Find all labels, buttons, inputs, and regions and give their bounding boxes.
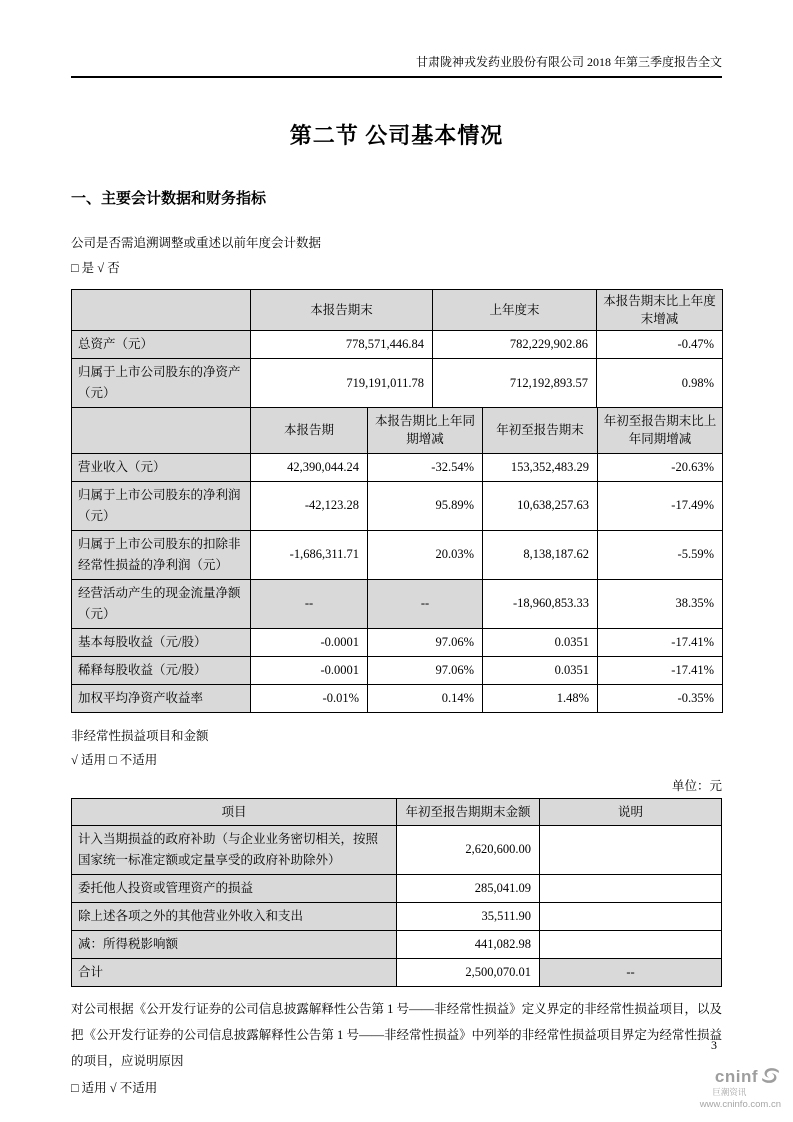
cell-value: 38.35% bbox=[598, 579, 723, 628]
cell-value: -5.59% bbox=[598, 530, 723, 579]
cell-note bbox=[540, 825, 722, 874]
row-label: 除上述各项之外的其他营业外收入和支出 bbox=[72, 902, 397, 930]
section-title: 第二节 公司基本情况 bbox=[289, 123, 504, 148]
cell-value: -17.41% bbox=[598, 656, 723, 684]
table-row bbox=[72, 684, 723, 712]
table-row bbox=[72, 331, 723, 359]
cell-value: 20.03% bbox=[368, 530, 483, 579]
table-row bbox=[72, 579, 723, 628]
row-label: 归属于上市公司股东的净资产（元） bbox=[72, 359, 251, 408]
table-row bbox=[72, 874, 722, 902]
row-label: 计入当期损益的政府补助（与企业业务密切相关，按照国家统一标准定额或定量享受的政府补助除外） bbox=[72, 825, 397, 874]
col-header-empty bbox=[72, 407, 251, 453]
row-label: 归属于上市公司股东的扣除非经常性损益的净利润（元） bbox=[72, 530, 251, 579]
cell-value: 97.06% bbox=[368, 628, 483, 656]
financial-indicators-table-period bbox=[71, 407, 723, 713]
cell-amount: 2,500,070.01 bbox=[397, 958, 540, 986]
col-header-ytd: 年初至报告期末 bbox=[483, 407, 598, 453]
table-header-row bbox=[72, 407, 723, 453]
col-header-period-end: 本报告期末 bbox=[251, 290, 433, 331]
cell-value: 42,390,044.24 bbox=[251, 453, 368, 481]
col-header-ytd-yoy-change: 年初至报告期末比上年同期增减 bbox=[598, 407, 723, 453]
row-label: 经营活动产生的现金流量净额（元） bbox=[72, 579, 251, 628]
table-row bbox=[72, 902, 722, 930]
row-label: 委托他人投资或管理资产的损益 bbox=[72, 874, 397, 902]
cell-value: 0.0351 bbox=[483, 628, 598, 656]
cell-value: 782,229,902.86 bbox=[433, 331, 597, 359]
cell-value-na: -- bbox=[251, 579, 368, 628]
restatement-note: 公司是否需追溯调整或重述以前年度会计数据 bbox=[71, 236, 322, 250]
cell-value: 8,138,187.62 bbox=[483, 530, 598, 579]
col-header-explanation: 说明 bbox=[540, 798, 722, 825]
cninfo-url: www.cninfo.com.cn bbox=[699, 1098, 781, 1110]
row-label: 加权平均净资产收益率 bbox=[72, 684, 251, 712]
explanation-paragraph: 对公司根据《公开发行证券的公司信息披露解释性公告第 1 号——非经常性损益》定义界定的非经常性损益项目，以及把《公开发行证券的公司信息披露解释性公告第 1 号——非经常性损益》中列举的非经常性损益项目界定为经常性损益的项目，应说明原因 bbox=[71, 1001, 722, 1068]
unit-label: 单位：元 bbox=[671, 778, 722, 793]
restatement-checkbox: □ 是 √ 否 bbox=[71, 261, 120, 275]
table-row bbox=[72, 453, 723, 481]
cell-value: -18,960,853.33 bbox=[483, 579, 598, 628]
col-header-prior-year-end: 上年度末 bbox=[433, 290, 597, 331]
table-row bbox=[72, 825, 722, 874]
cell-value: 153,352,483.29 bbox=[483, 453, 598, 481]
cell-value: 97.06% bbox=[368, 656, 483, 684]
cell-value: 778,571,446.84 bbox=[251, 331, 433, 359]
non-recurring-items-table bbox=[71, 798, 722, 987]
page-header bbox=[71, 0, 722, 78]
col-header-empty bbox=[72, 290, 251, 331]
col-header-current-period: 本报告期 bbox=[251, 407, 368, 453]
cell-value: -0.0001 bbox=[251, 628, 368, 656]
table-row bbox=[72, 359, 723, 408]
cell-amount: 441,082.98 bbox=[397, 930, 540, 958]
table-row-total bbox=[72, 958, 722, 986]
cell-value: 719,191,011.78 bbox=[251, 359, 433, 408]
cell-amount: 285,041.09 bbox=[397, 874, 540, 902]
row-label-total: 合计 bbox=[72, 958, 397, 986]
cell-value: -42,123.28 bbox=[251, 481, 368, 530]
cninfo-wordmark: cninf bbox=[714, 1067, 758, 1087]
cell-value: -32.54% bbox=[368, 453, 483, 481]
row-label: 营业收入（元） bbox=[72, 453, 251, 481]
row-label: 减：所得税影响额 bbox=[72, 930, 397, 958]
cell-value: 0.98% bbox=[597, 359, 723, 408]
cell-value: -20.63% bbox=[598, 453, 723, 481]
cell-value: -0.35% bbox=[598, 684, 723, 712]
cell-value: -0.01% bbox=[251, 684, 368, 712]
financial-indicators-table-period-end bbox=[71, 289, 723, 408]
row-label: 归属于上市公司股东的净利润（元） bbox=[72, 481, 251, 530]
table-row bbox=[72, 481, 723, 530]
cninfo-name-cn: 巨潮资讯 bbox=[712, 1087, 747, 1098]
cell-value-na: -- bbox=[368, 579, 483, 628]
cell-note bbox=[540, 930, 722, 958]
table-header-row bbox=[72, 290, 723, 331]
cell-value: -17.41% bbox=[598, 628, 723, 656]
cell-note bbox=[540, 874, 722, 902]
cell-value: -0.0001 bbox=[251, 656, 368, 684]
cell-value: 1.48% bbox=[483, 684, 598, 712]
cell-note-na: -- bbox=[540, 958, 722, 986]
non-recurring-note: 非经常性损益项目和金额 bbox=[71, 728, 209, 743]
cell-note bbox=[540, 902, 722, 930]
non-recurring-checkbox: √ 适用 □ 不适用 bbox=[71, 752, 158, 767]
row-label: 稀释每股收益（元/股） bbox=[72, 656, 251, 684]
cell-amount: 2,620,600.00 bbox=[397, 825, 540, 874]
cell-value: 712,192,893.57 bbox=[433, 359, 597, 408]
cell-value: -1,686,311.71 bbox=[251, 530, 368, 579]
cell-value: 0.0351 bbox=[483, 656, 598, 684]
table-header-row bbox=[72, 798, 722, 825]
cell-value: -0.47% bbox=[597, 331, 723, 359]
page-number: 3 bbox=[711, 1038, 717, 1052]
report-title-header: 甘肃陇神戎发药业股份有限公司 2018 年第三季度报告全文 bbox=[415, 55, 722, 69]
section-heading: 一、主要会计数据和财务指标 bbox=[71, 191, 267, 207]
report-content bbox=[71, 0, 722, 1096]
cell-value: 95.89% bbox=[368, 481, 483, 530]
cell-value: 0.14% bbox=[368, 684, 483, 712]
cell-amount: 35,511.90 bbox=[397, 902, 540, 930]
cninfo-logo bbox=[700, 1065, 781, 1110]
table-row bbox=[72, 530, 723, 579]
row-label: 总资产（元） bbox=[72, 331, 251, 359]
cell-value: -17.49% bbox=[598, 481, 723, 530]
table-row bbox=[72, 656, 723, 684]
cninfo-swirl-icon bbox=[760, 1065, 781, 1091]
col-header-change: 本报告期末比上年度末增减 bbox=[597, 290, 723, 331]
col-header-period-yoy-change: 本报告期比上年同期增减 bbox=[368, 407, 483, 453]
cell-value: 10,638,257.63 bbox=[483, 481, 598, 530]
row-label: 基本每股收益（元/股） bbox=[72, 628, 251, 656]
table-row bbox=[72, 930, 722, 958]
col-header-item: 项目 bbox=[72, 798, 397, 825]
table-row bbox=[72, 628, 723, 656]
explanation-checkbox: □ 适用 √ 不适用 bbox=[71, 1080, 158, 1095]
col-header-ytd-amount: 年初至报告期期末金额 bbox=[397, 798, 540, 825]
